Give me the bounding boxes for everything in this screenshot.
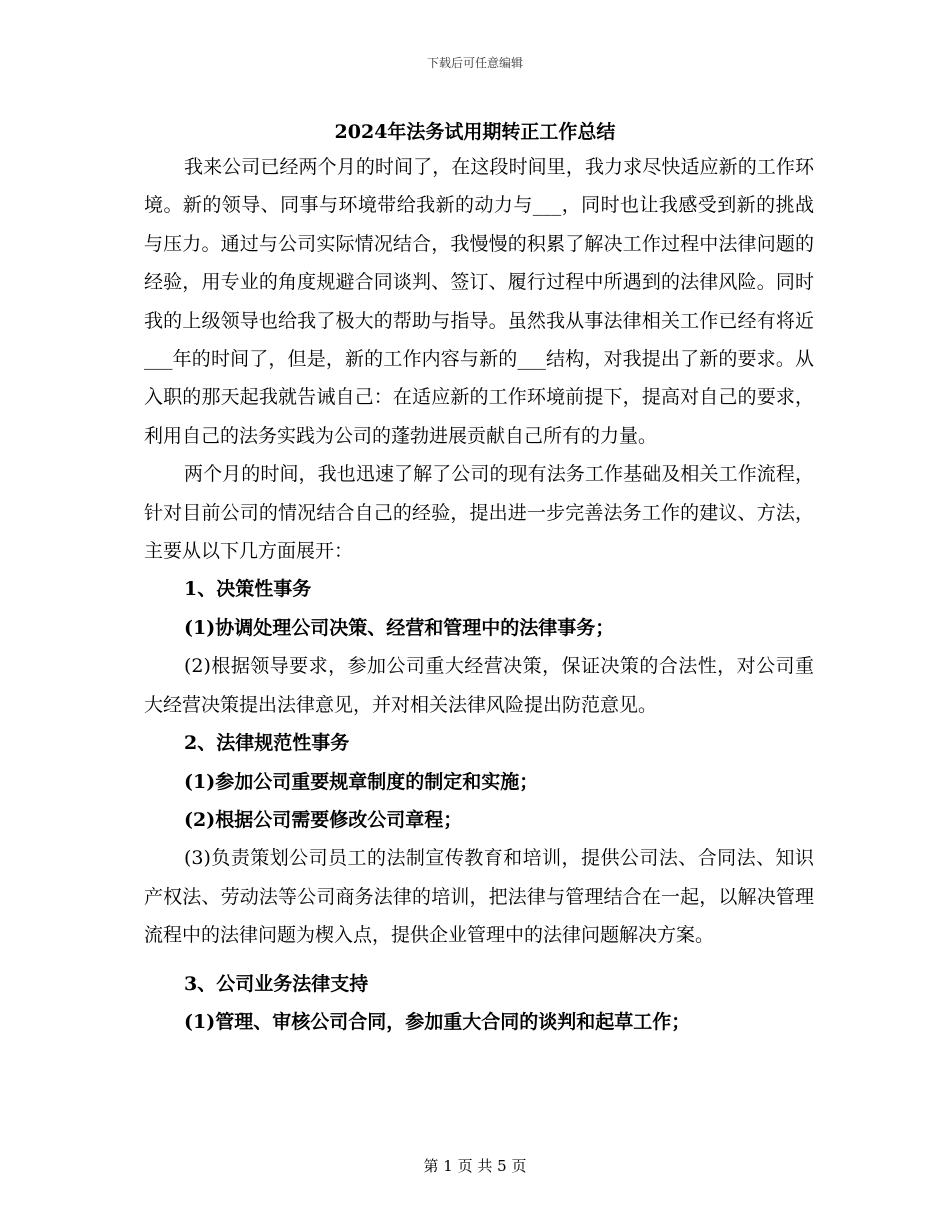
document-title: 2024年法务试用期转正工作总结 [334,121,616,143]
paragraph-overview: 两个月的时间，我也迅速了解了公司的现有法务工作基础及相关工作流程，针对目前公司的情况结合自己的经验，提出进一步完善法务工作的建议、方法，主要从以下几方面展开： [144,463,814,563]
section-heading-legal-norms: 2、法律规范性事务 [184,732,350,755]
list-item-decision-1: (1)协调处理公司决策、经营和管理中的法律事务； [184,616,615,639]
section-heading-decision-affairs: 1、决策性事务 [184,578,312,601]
list-item-norms-3: (3)负责策划公司员工的法制宣传教育和培训，提供公司法、合同法、知识产权法、劳动法等公司商务法律的培训，把法律与管理结合在一起，以解决管理流程中的法律问题为楔入点，提供企业管理中的法律问题解决方案。 [144,847,814,947]
page-number: 第 1 页 共 5 页 [423,1157,527,1175]
paragraph-intro: 我来公司已经两个月的时间了，在这段时间里，我力求尽快适应新的工作环境。新的领导、同事与环境带给我新的动力与___，同时也让我感受到新的挑战与压力。通过与公司实际情况结合，我慢慢的积累了解决工作过程中法律问题的经验，用专业的角度规避合同谈判、签订、履行过程中所遇到的法律风险。同时我的上级领导也给我了极大的帮助与指导。虽然我从事法律相关工作已经有将近___年的时间了，但是，新的工作内容与新的___结构，对我提出了新的要求。从入职的那天起我就告诫自己：在适应新的工作环境前提下，提高对自己的要求，利用自己的法务实践为公司的蓬勃进展贡献自己所有的力量。 [144,156,814,447]
list-item-support-1: (1)管理、审核公司合同，参加重大合同的谈判和起草工作； [184,1010,691,1033]
list-item-norms-1: (1)参加公司重要规章制度的制定和实施； [184,770,539,793]
list-item-decision-2: (2)根据领导要求，参加公司重大经营决策，保证决策的合法性，对公司重大经营决策提出法律意见，并对相关法律风险提出防范意见。 [144,655,814,716]
document-body [144,148,814,1041]
list-item-norms-2: (2)根据公司需要修改公司章程； [184,808,463,831]
header-note: 下载后可任意编辑 [426,56,523,70]
section-heading-legal-support: 3、公司业务法律支持 [184,972,369,995]
